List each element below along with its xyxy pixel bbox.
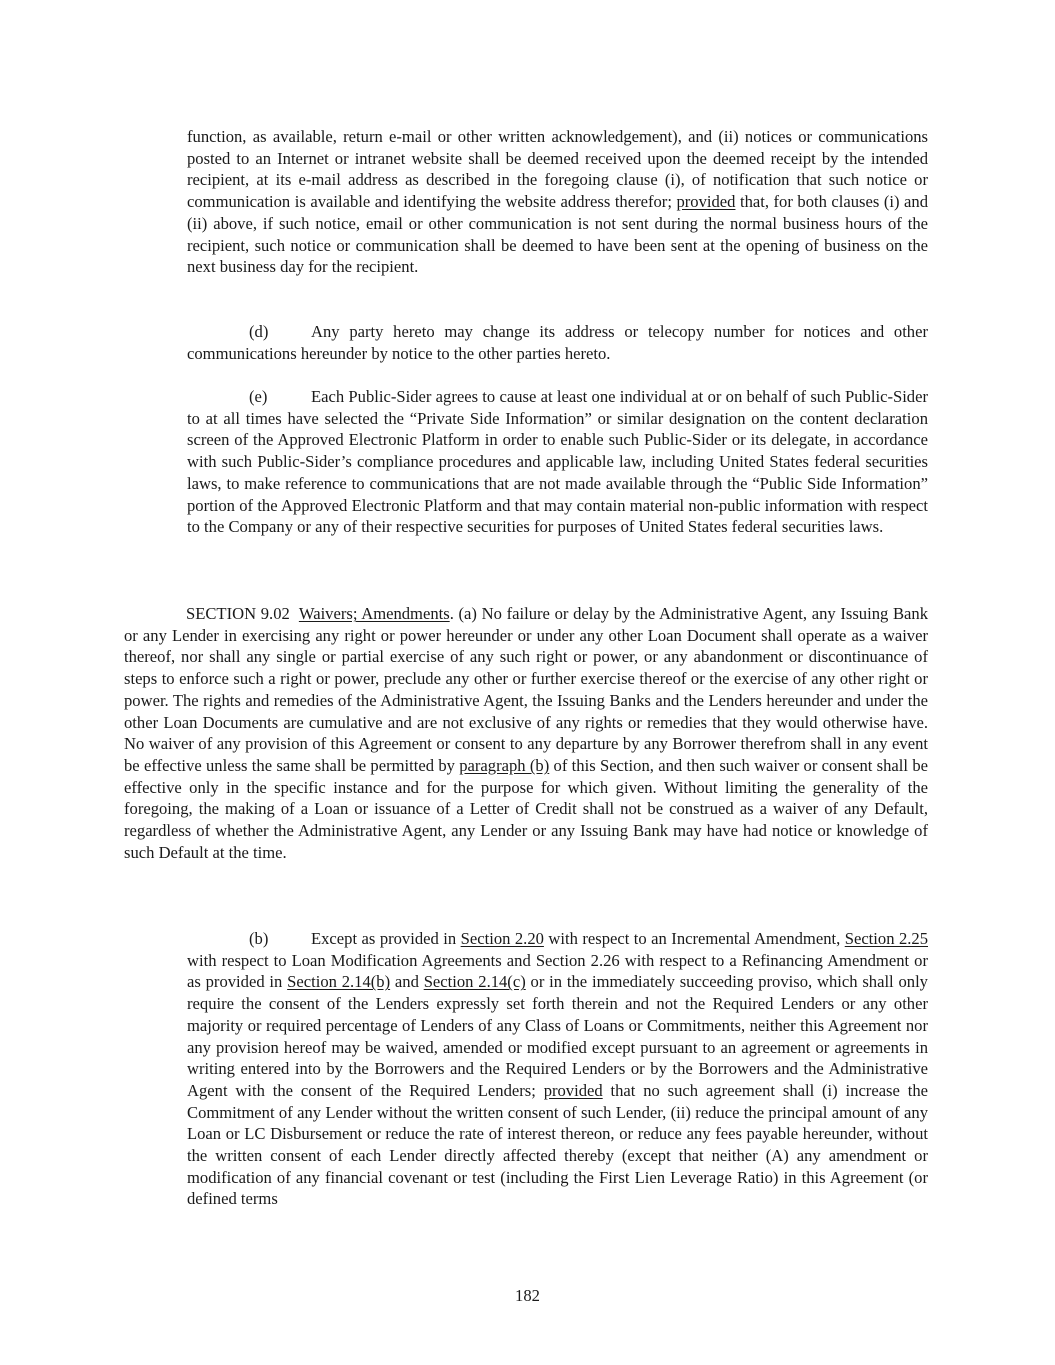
paragraph-e-label: (e) — [249, 387, 268, 406]
section-9-02: SECTION 9.02 Waivers; Amendments. (a) No failure or delay by the Administrative Agent, any Issuing Bank or any Lender in exercising any right or power hereunder or under any other Loan Document shall operate as a waiver thereof, nor shall any single or partial exercise of any such right or power, or any abandonment or discontinuance of steps to enforce such a right or power, preclude any other or further exercise thereof or the exercise of any other right or power. The rights and remedies of the Administrative Agent, the Issuing Banks and the Lenders hereunder and under the other Loan Documents are cumulative and are not exclusive of any rights or remedies that they would otherwise have. No waiver of any provision of this Agreement or consent to any departure by any Borrower therefrom shall in any event be effective unless the same shall be permitted by paragraph (b) of this Section, and then such waiver or consent shall be effective only in the specific instance and for the purpose for which given. Without limiting the generality of the foregoing, the making of a Loan or issuance of a Letter of Credit shall not be construed as a waiver of any Default, regardless of whether the Administrative Agent, any Lender or any Issuing Bank may have had notice or knowledge of such Default at the time. — [124, 604, 929, 862]
paragraph-e — [187, 386, 928, 538]
section-2-25-reference: Section 2.25 — [844, 929, 928, 948]
paragraph-e-text: Each Public-Sider agrees to cause at least one individual at or on behalf of such Public-Sider to at all times have selected the “Private Side Information” or similar designation on the content declaration screen of the Approved Electronic Platform in order to enable such Public-Sider or its delegate, in accordance with such Public-Sider’s compliance procedures and applicable law, including United States federal securities laws, to make reference to communications that are not made available through the “Public Side Information” portion of the Approved Electronic Platform and that may contain material non-public information with respect to the Company or any of their respective securities for purposes of United States federal securities laws. — [187, 387, 928, 537]
section-2-20-reference: Section 2.20 — [460, 929, 544, 948]
page-number: 182 — [515, 1286, 540, 1305]
section-title: Waivers; Amendments — [298, 604, 450, 623]
provided-term: provided — [676, 192, 736, 212]
paragraph-d — [187, 321, 928, 364]
paragraph-d-label: (d) — [249, 322, 269, 341]
provided-term: provided — [543, 1080, 603, 1100]
paragraph-c-continued: function, as available, return e-mail or other written acknowledgement), and (ii) notices or communications posted to an Internet or intranet website shall be deemed received upon the deemed receipt by the intended recipient, at its e-mail address as described in the foregoing clause (i), of notification that such notice or communication is available and identifying the website address therefor; provided that, for both clauses (i) and (ii) above, if such notice, email or other communication is not sent during the normal business hours of the recipient, such notice or communication shall be deemed to have been sent at the opening of business on the next business day for the recipient. — [187, 127, 928, 277]
paragraph-b-reference: paragraph (b) — [459, 755, 550, 775]
paragraph-b: (b) Except as provided in Section 2.20 with respect to an Incremental Amendment, Section 2.25 with respect to Loan Modification Agreements and Section 2.26 with respect to a Refinancing Amendment or as provided in Section 2.14(b) and Section 2.14(c) or in the immediately succeeding proviso, which shall only require the consent of the Lenders expressly set forth therein and not the Required Lenders or any other majority or required percentage of Lenders of any Class of Loans or Commitments, neither this Agreement nor any provision hereof may be waived, amended or modified except pursuant to an agreement or agreements in writing entered into by the Borrowers and the Required Lenders or by the Borrowers and the Administrative Agent with the consent of the Required Lenders; provided that no such agreement shall (i) increase the Commitment of any Lender without the written consent of such Lender, (ii) reduce the principal amount of any Loan or LC Disbursement or reduce the rate of interest thereon, or reduce any fees payable hereunder, without the written consent of each Lender directly affected thereby (except that neither (A) any amendment or modification of any financial covenant or test (including the First Lien Leverage Ratio) in this Agreement (or defined terms — [187, 929, 928, 1209]
section-2-14c-reference: Section 2.14(c) — [423, 972, 526, 992]
section-heading: SECTION 9.02 — [186, 604, 290, 623]
paragraph-d-text: Any party hereto may change its address or telecopy number for notices and other communications hereunder by notice to the other parties hereto. — [187, 322, 928, 363]
paragraph-b-label: (b) — [249, 929, 269, 948]
section-2-14b-reference: Section 2.14(b) — [287, 972, 391, 992]
